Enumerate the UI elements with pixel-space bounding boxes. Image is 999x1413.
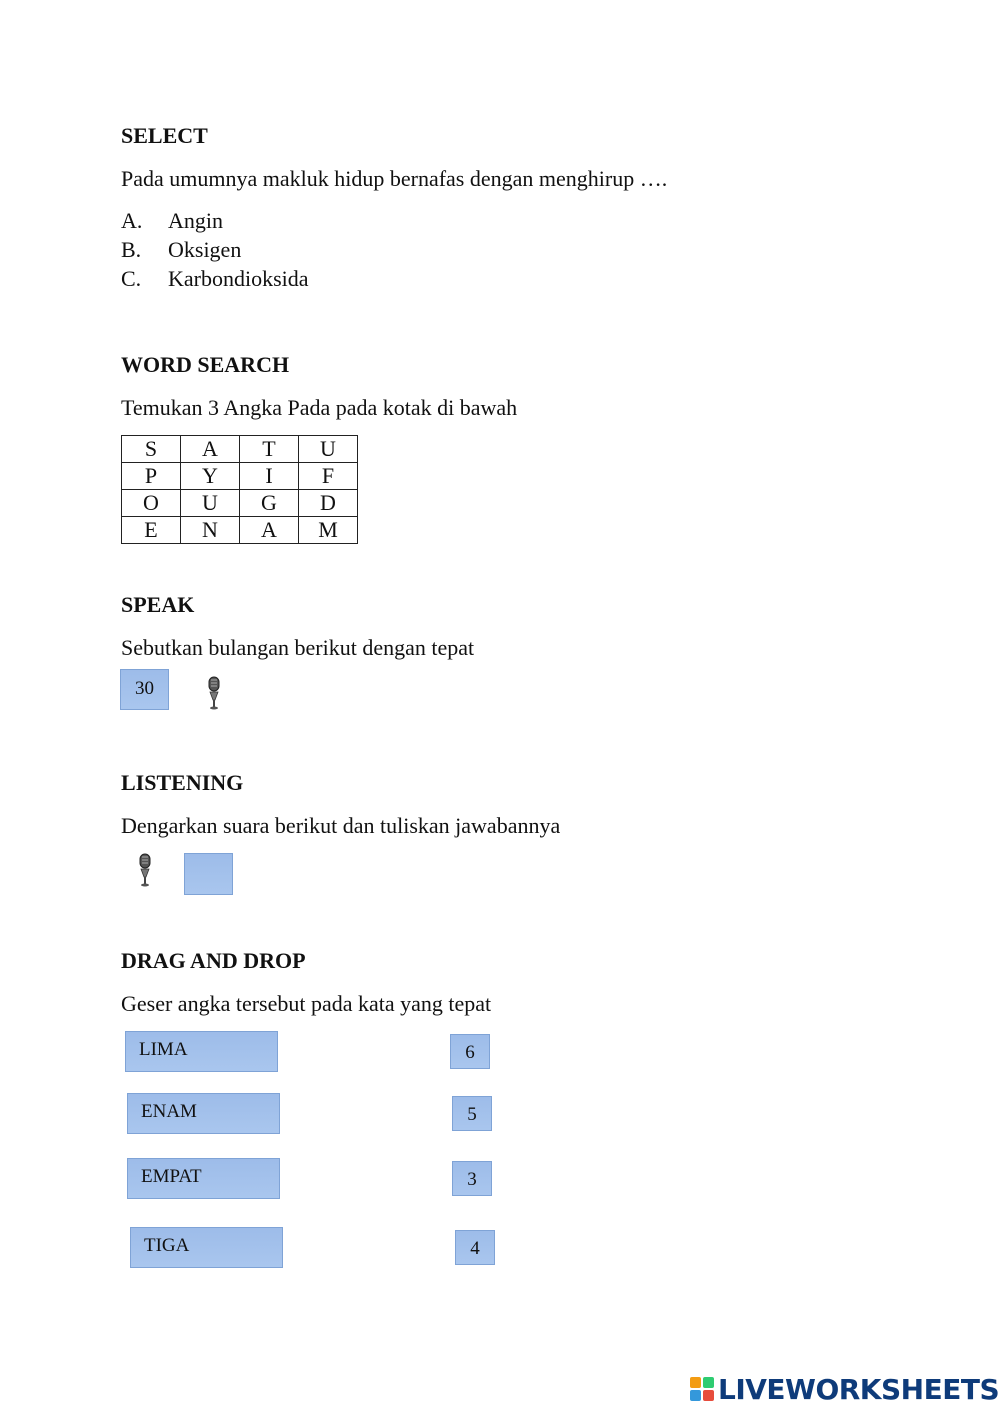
- speak-number-box: 30: [120, 669, 169, 710]
- option-letter: A.: [121, 208, 143, 233]
- draggable-number[interactable]: 5: [452, 1096, 492, 1131]
- option-text: Angin: [168, 208, 223, 233]
- drag-drop-heading: DRAG AND DROP: [121, 948, 306, 973]
- listening-heading: LISTENING: [121, 770, 244, 795]
- listening-instruction: Dengarkan suara berikut dan tuliskan jawabannya: [121, 813, 561, 838]
- option-text: Oksigen: [168, 237, 242, 262]
- grid-cell[interactable]: O: [122, 490, 181, 517]
- draggable-number[interactable]: 6: [450, 1034, 490, 1069]
- drop-target-word[interactable]: LIMA: [125, 1031, 278, 1072]
- grid-cell[interactable]: Y: [181, 463, 240, 490]
- option-b[interactable]: [121, 237, 241, 263]
- grid-row: [122, 436, 358, 463]
- grid-cell[interactable]: U: [181, 490, 240, 517]
- option-letter: C.: [121, 266, 142, 291]
- option-a[interactable]: [121, 208, 223, 234]
- word-search-instruction: Temukan 3 Angka Pada pada kotak di bawah: [121, 395, 518, 420]
- speak-instruction: Sebutkan bulangan berikut dengan tepat: [121, 635, 475, 660]
- grid-row: [122, 463, 358, 490]
- draggable-number[interactable]: 3: [452, 1161, 492, 1196]
- grid-cell[interactable]: G: [240, 490, 299, 517]
- drop-target-word[interactable]: ENAM: [127, 1093, 280, 1134]
- grid-row: [122, 517, 358, 544]
- microphone-icon[interactable]: [136, 853, 154, 887]
- grid-cell[interactable]: U: [299, 436, 358, 463]
- grid-cell[interactable]: N: [181, 517, 240, 544]
- logo-text: LIVEWORKSHEETS: [718, 1372, 999, 1406]
- grid-cell[interactable]: P: [122, 463, 181, 490]
- microphone-icon[interactable]: [205, 676, 223, 710]
- grid-cell[interactable]: I: [240, 463, 299, 490]
- grid-cell[interactable]: E: [122, 517, 181, 544]
- option-c[interactable]: [121, 266, 309, 292]
- grid-row: [122, 490, 358, 517]
- option-letter: B.: [121, 237, 142, 262]
- word-search-heading: WORD SEARCH: [121, 352, 290, 377]
- grid-cell[interactable]: F: [299, 463, 358, 490]
- grid-cell[interactable]: D: [299, 490, 358, 517]
- grid-cell[interactable]: A: [181, 436, 240, 463]
- grid-cell[interactable]: M: [299, 517, 358, 544]
- option-text: Karbondioksida: [168, 266, 309, 291]
- select-question: Pada umumnya makluk hidup bernafas dengan menghirup ….: [121, 166, 668, 191]
- liveworksheets-logo: [690, 1372, 999, 1406]
- listening-answer-input[interactable]: [184, 853, 233, 895]
- draggable-number[interactable]: 4: [455, 1230, 495, 1265]
- drop-target-word[interactable]: TIGA: [130, 1227, 283, 1268]
- grid-cell[interactable]: A: [240, 517, 299, 544]
- grid-cell[interactable]: T: [240, 436, 299, 463]
- word-search-grid: [121, 435, 358, 544]
- logo-mark-icon: [690, 1376, 716, 1402]
- speak-heading: SPEAK: [121, 592, 195, 617]
- select-heading: SELECT: [121, 123, 208, 148]
- drag-drop-instruction: Geser angka tersebut pada kata yang tepat: [121, 991, 492, 1016]
- drop-target-word[interactable]: EMPAT: [127, 1158, 280, 1199]
- grid-cell[interactable]: S: [122, 436, 181, 463]
